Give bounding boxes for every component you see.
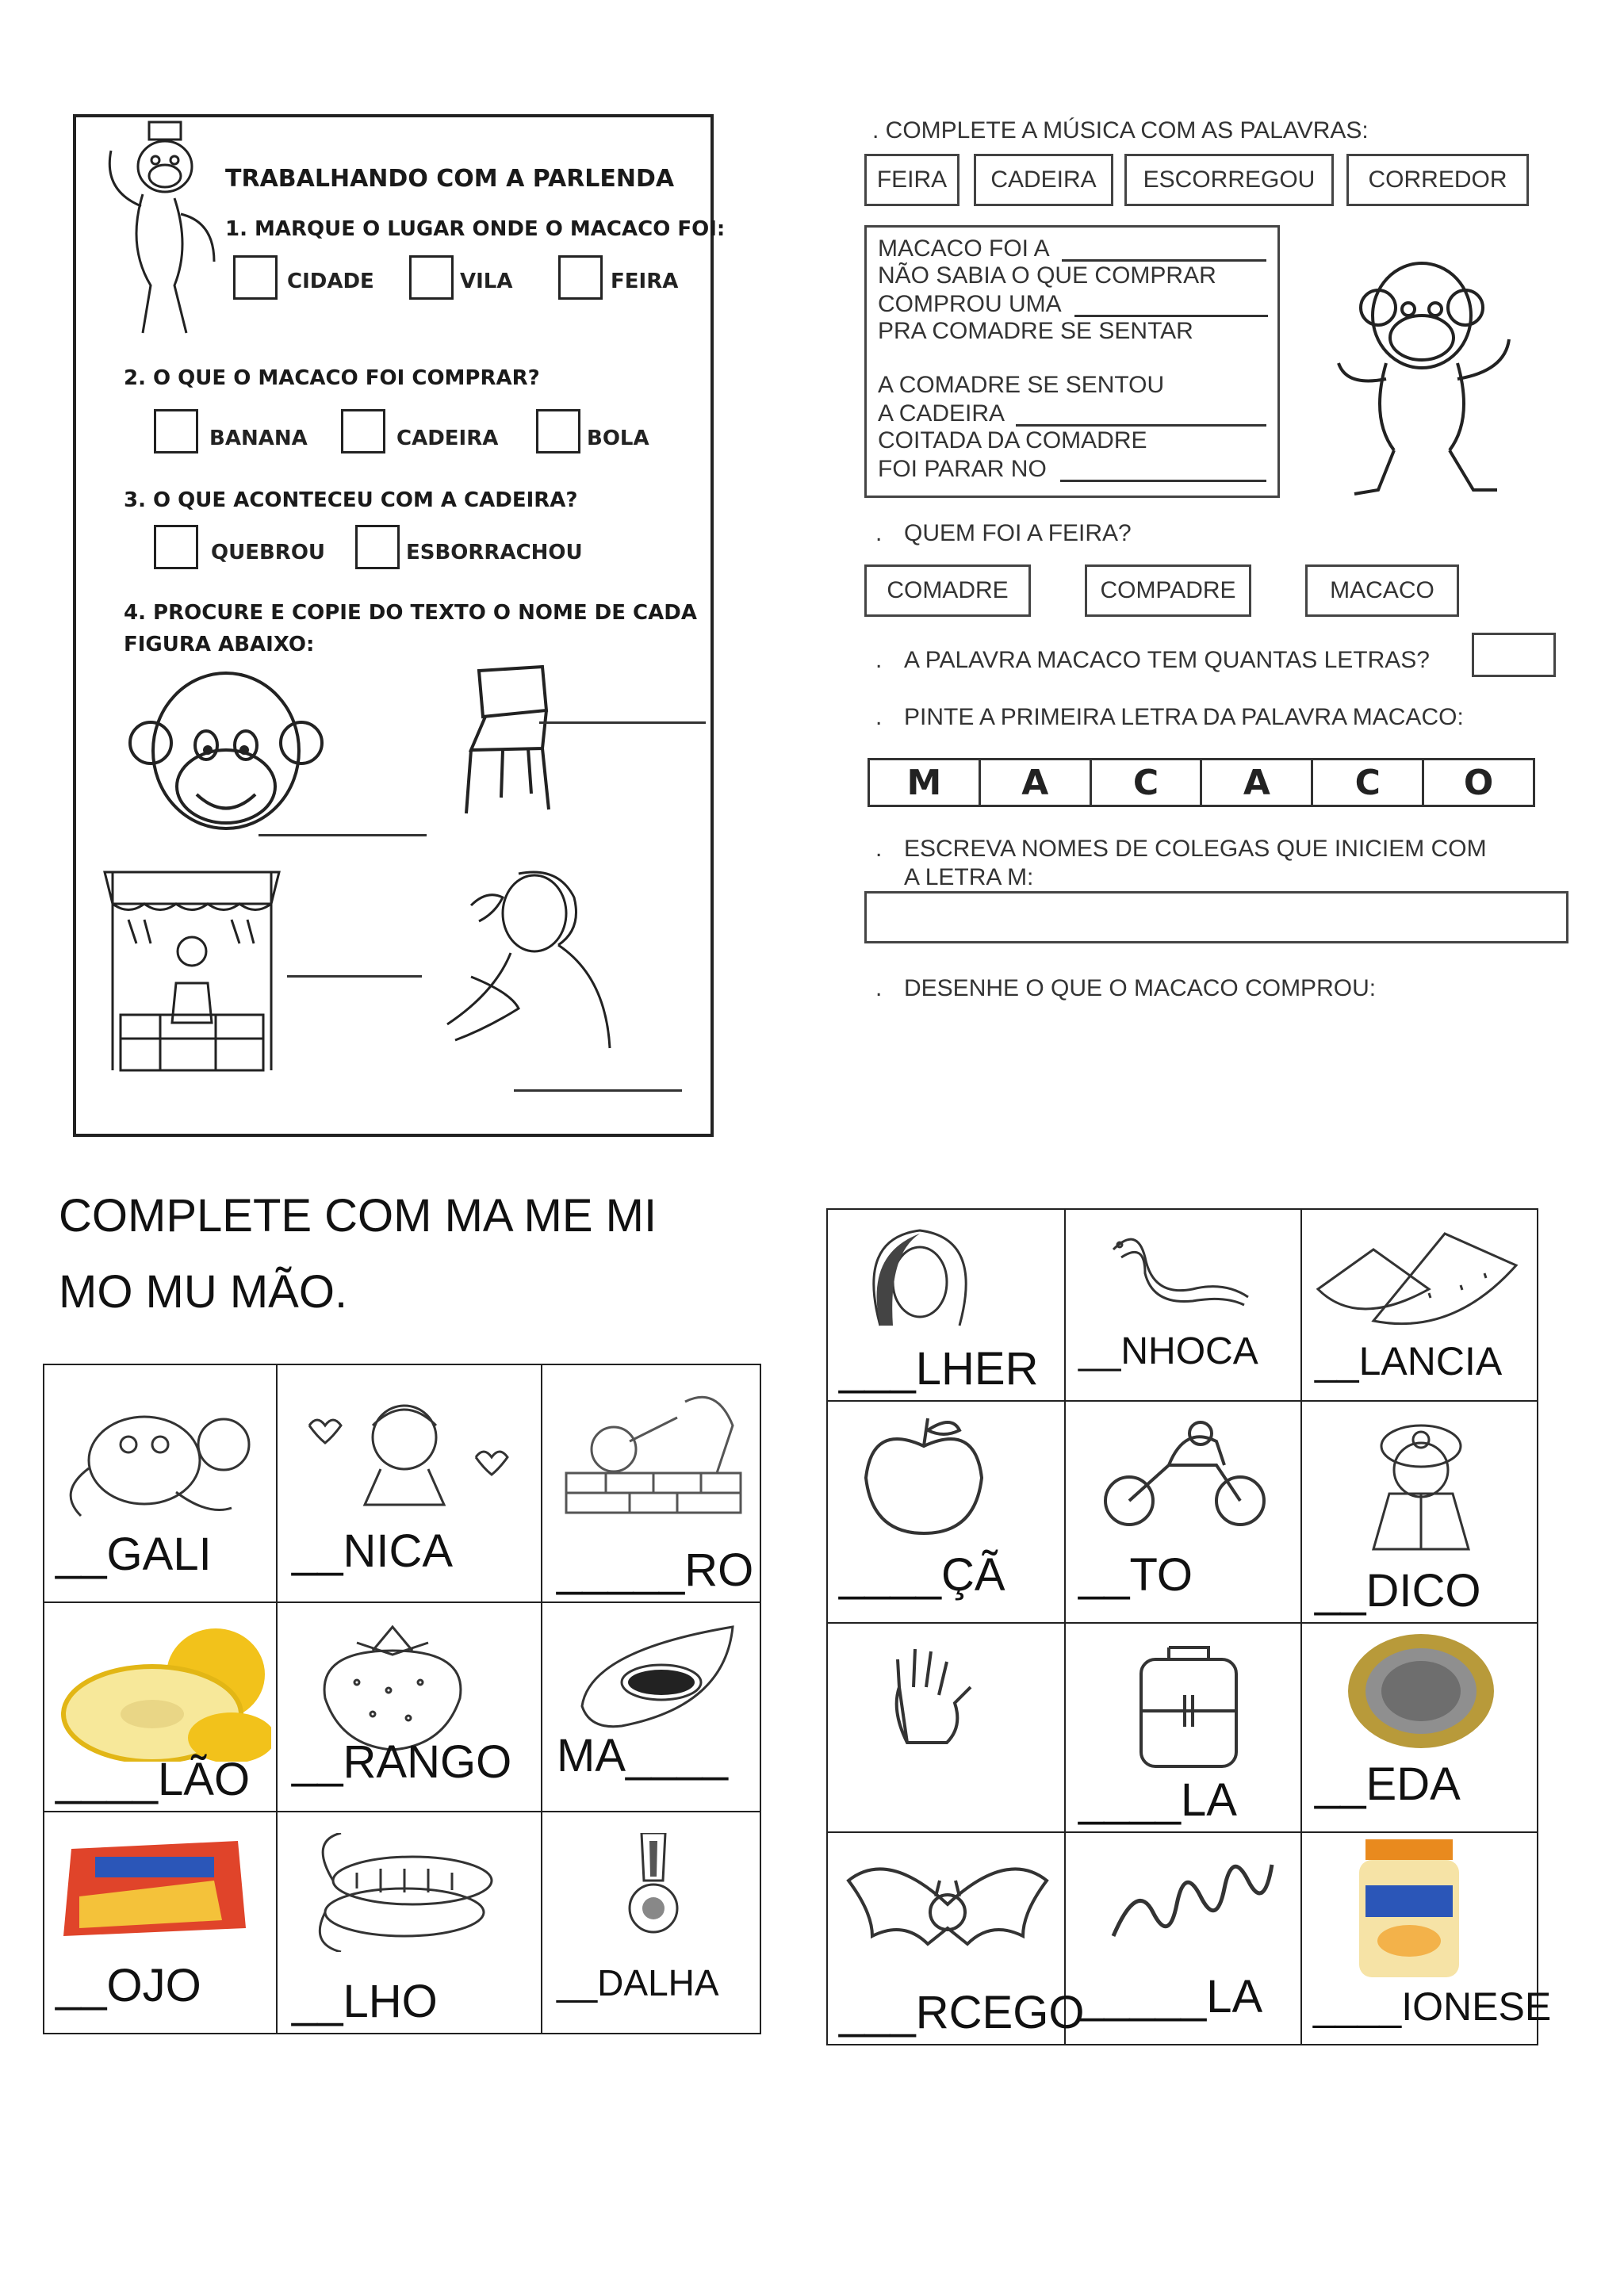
letter-cell[interactable]: C xyxy=(1092,760,1203,805)
table-cell xyxy=(44,1364,277,1602)
song-line-1: MACACO FOI A xyxy=(878,235,1050,262)
option-cadeira: CADEIRA xyxy=(396,427,499,450)
question-3: 3. O QUE ACONTECEU COM A CADEIRA? xyxy=(124,488,578,512)
hand-icon xyxy=(875,1640,986,1751)
cell-word: __DALHA xyxy=(557,1962,719,2003)
mayonnaise-jar-icon xyxy=(1350,1838,1469,1980)
letters-bullet: . xyxy=(875,647,883,673)
cannon-wall-icon xyxy=(558,1386,749,1521)
doctor-icon xyxy=(1342,1414,1500,1557)
answer-line-market[interactable] xyxy=(287,975,422,978)
option-macaco[interactable]: MACACO xyxy=(1305,564,1459,617)
table-cell xyxy=(277,1364,542,1602)
answer-line-monkey[interactable] xyxy=(259,834,427,836)
cell-word: __NICA xyxy=(292,1525,454,1577)
cell-word: _____LA xyxy=(1078,1971,1263,2022)
dancing-monkey-illustration xyxy=(1323,252,1521,506)
song-line-2: NÃO SABIA O QUE COMPRAR xyxy=(878,262,1216,289)
checkbox-vila[interactable] xyxy=(409,255,454,300)
write-names-instruction-2: A LETRA M: xyxy=(904,864,1034,890)
table-cell xyxy=(542,1602,760,1812)
option-banana: BANANA xyxy=(209,427,308,450)
cell-word: MA____ xyxy=(557,1730,729,1781)
motorcycle-icon xyxy=(1097,1418,1272,1529)
checkbox-bola[interactable] xyxy=(536,409,580,453)
coin-icon xyxy=(1342,1632,1500,1758)
cell-word: __RANGO xyxy=(292,1736,512,1788)
cartoon-animal-icon xyxy=(57,1397,263,1524)
melon-icon xyxy=(57,1619,271,1762)
song-lyrics-box xyxy=(864,225,1280,498)
names-input-box[interactable] xyxy=(864,891,1568,943)
song-blank-1[interactable] xyxy=(1062,259,1266,262)
word-corredor: CORREDOR xyxy=(1346,154,1529,206)
song-line-7: COITADA DA COMADRE xyxy=(878,427,1147,453)
word-feira: FEIRA xyxy=(864,154,959,206)
option-esborrachou: ESBORRACHOU xyxy=(406,541,583,564)
table-cell xyxy=(44,1602,277,1812)
papaya-icon xyxy=(574,1619,741,1738)
table-cell xyxy=(1301,1832,1552,2045)
strawberry-icon xyxy=(309,1619,476,1754)
cell-word: _____RO xyxy=(557,1544,754,1596)
write-names-instruction-1: ESCREVA NOMES DE COLEGAS QUE INICIEM COM xyxy=(904,836,1487,862)
option-compadre[interactable]: COMPADRE xyxy=(1085,564,1251,617)
question-4-line1: 4. PROCURE E COPIE DO TEXTO O NOME DE CADA xyxy=(124,601,697,625)
cell-word: __NHOCA xyxy=(1078,1330,1258,1372)
song-line-5: A COMADRE SE SENTOU xyxy=(878,372,1165,398)
checkbox-esborrachou[interactable] xyxy=(355,525,400,569)
table-cell xyxy=(1065,1209,1301,1401)
cell-word: __DICO xyxy=(1315,1565,1481,1617)
bat-icon xyxy=(841,1849,1055,1976)
complete-song-instruction: . COMPLETE A MÚSICA COM AS PALAVRAS: xyxy=(872,117,1369,144)
table-cell xyxy=(1301,1401,1538,1623)
option-feira: FEIRA xyxy=(611,270,679,293)
paint-bullet: . xyxy=(875,704,883,730)
worksheet-title: TRABALHANDO COM A PARLENDA xyxy=(225,165,675,193)
question-1: 1. MARQUE O LUGAR ONDE O MACACO FOI: xyxy=(225,217,726,241)
table-cell xyxy=(277,1812,542,2034)
spring-icon xyxy=(1105,1849,1280,1952)
option-cidade: CIDADE xyxy=(287,270,374,293)
table-cell xyxy=(277,1602,542,1812)
magali-icon xyxy=(293,1394,523,1513)
option-comadre[interactable]: COMADRE xyxy=(864,564,1031,617)
cell-word: __EDA xyxy=(1315,1758,1461,1810)
answer-line-person[interactable] xyxy=(514,1089,682,1092)
song-blank-2[interactable] xyxy=(1074,315,1268,317)
draw-instruction: DESENHE O QUE O MACACO COMPROU: xyxy=(904,975,1377,1001)
cell-word: __OJO xyxy=(56,1960,201,2011)
checkbox-banana[interactable] xyxy=(154,409,198,453)
apple-icon xyxy=(856,1414,991,1541)
macaco-letter-grid xyxy=(868,758,1535,807)
syllable-table-left xyxy=(43,1364,761,2034)
song-line-8: FOI PARAR NO xyxy=(878,456,1047,482)
cell-word: ___RCEGO xyxy=(839,1987,1085,2038)
cell-word: ____IONESE xyxy=(1313,1984,1552,2029)
cell-word: __GALI xyxy=(56,1529,212,1580)
question-4-line2: FIGURA ABAIXO: xyxy=(124,633,315,656)
letter-cell[interactable]: C xyxy=(1313,760,1424,805)
syllable-heading-line2: MO MU MÃO. xyxy=(59,1266,348,1318)
song-blank-3[interactable] xyxy=(1016,424,1266,427)
table-cell xyxy=(542,1812,760,2034)
table-cell xyxy=(827,1209,1065,1401)
checkbox-quebrou[interactable] xyxy=(154,525,198,569)
table-cell xyxy=(827,1401,1065,1623)
who-went-question: QUEM FOI A FEIRA? xyxy=(904,520,1132,546)
table-cell xyxy=(1301,1209,1538,1401)
market-stall-icon xyxy=(97,856,287,1078)
letter-cell[interactable]: M xyxy=(870,760,981,805)
who-went-bullet: . xyxy=(875,520,883,546)
table-cell xyxy=(827,1832,1085,2045)
song-line-4: PRA COMADRE SE SENTAR xyxy=(878,318,1193,344)
word-escorregou: ESCORREGOU xyxy=(1124,154,1334,206)
corn-icon xyxy=(309,1833,508,1952)
suitcase-icon xyxy=(1129,1632,1248,1774)
table-cell xyxy=(1301,1623,1538,1832)
table-cell xyxy=(1065,1623,1301,1832)
answer-line-chair[interactable] xyxy=(539,721,706,724)
names-bullet: . xyxy=(875,836,883,862)
cell-word: ____LÃO xyxy=(56,1754,251,1805)
cell-word: ____ÇÃ xyxy=(839,1549,1005,1601)
checkbox-cadeira[interactable] xyxy=(341,409,385,453)
pasta-bag-icon xyxy=(56,1833,254,1944)
person-illustration xyxy=(423,858,614,1056)
woman-icon xyxy=(856,1223,983,1334)
cell-word: __TO xyxy=(1078,1549,1193,1601)
letter-cell[interactable]: A xyxy=(981,760,1092,805)
table-cell xyxy=(1065,1401,1301,1623)
syllable-heading-line1: COMPLETE COM MA ME MI xyxy=(59,1190,657,1242)
song-blank-4[interactable] xyxy=(1060,480,1266,482)
table-cell xyxy=(542,1364,760,1602)
letters-count-input[interactable] xyxy=(1472,633,1556,677)
monkey-hat-illustration xyxy=(95,119,230,341)
word-cadeira: CADEIRA xyxy=(974,154,1113,206)
cell-word: __LANCIA xyxy=(1315,1339,1503,1383)
watermelon-icon xyxy=(1310,1218,1532,1329)
paint-first-letter-instruction: PINTE A PRIMEIRA LETRA DA PALAVRA MACACO: xyxy=(904,704,1464,730)
draw-bullet: . xyxy=(875,975,883,1001)
cell-word: ___LHER xyxy=(839,1343,1039,1395)
table-cell xyxy=(827,1623,1065,1832)
option-vila: VILA xyxy=(460,270,513,293)
table-cell xyxy=(1065,1832,1301,2045)
letter-cell[interactable]: A xyxy=(1202,760,1313,805)
monkey-face-icon xyxy=(127,668,325,842)
letter-cell[interactable]: O xyxy=(1463,762,1494,803)
syllable-table-right xyxy=(826,1208,1552,2045)
song-line-3: COMPROU UMA xyxy=(878,291,1062,317)
cell-word: ____LA xyxy=(1078,1774,1237,1826)
cell-word: __LHO xyxy=(292,1976,438,2027)
option-quebrou: QUEBROU xyxy=(211,541,326,564)
medal-icon xyxy=(622,1833,685,1944)
checkbox-cidade[interactable] xyxy=(233,255,278,300)
letters-count-question: A PALAVRA MACACO TEM QUANTAS LETRAS? xyxy=(904,647,1430,673)
checkbox-feira[interactable] xyxy=(558,255,603,300)
song-line-6: A CADEIRA xyxy=(878,400,1005,427)
question-2: 2. O QUE O MACACO FOI COMPRAR? xyxy=(124,366,540,390)
table-cell xyxy=(44,1812,277,2034)
option-bola: BOLA xyxy=(587,427,649,450)
chair-icon xyxy=(455,663,566,821)
worm-icon xyxy=(1097,1226,1256,1313)
